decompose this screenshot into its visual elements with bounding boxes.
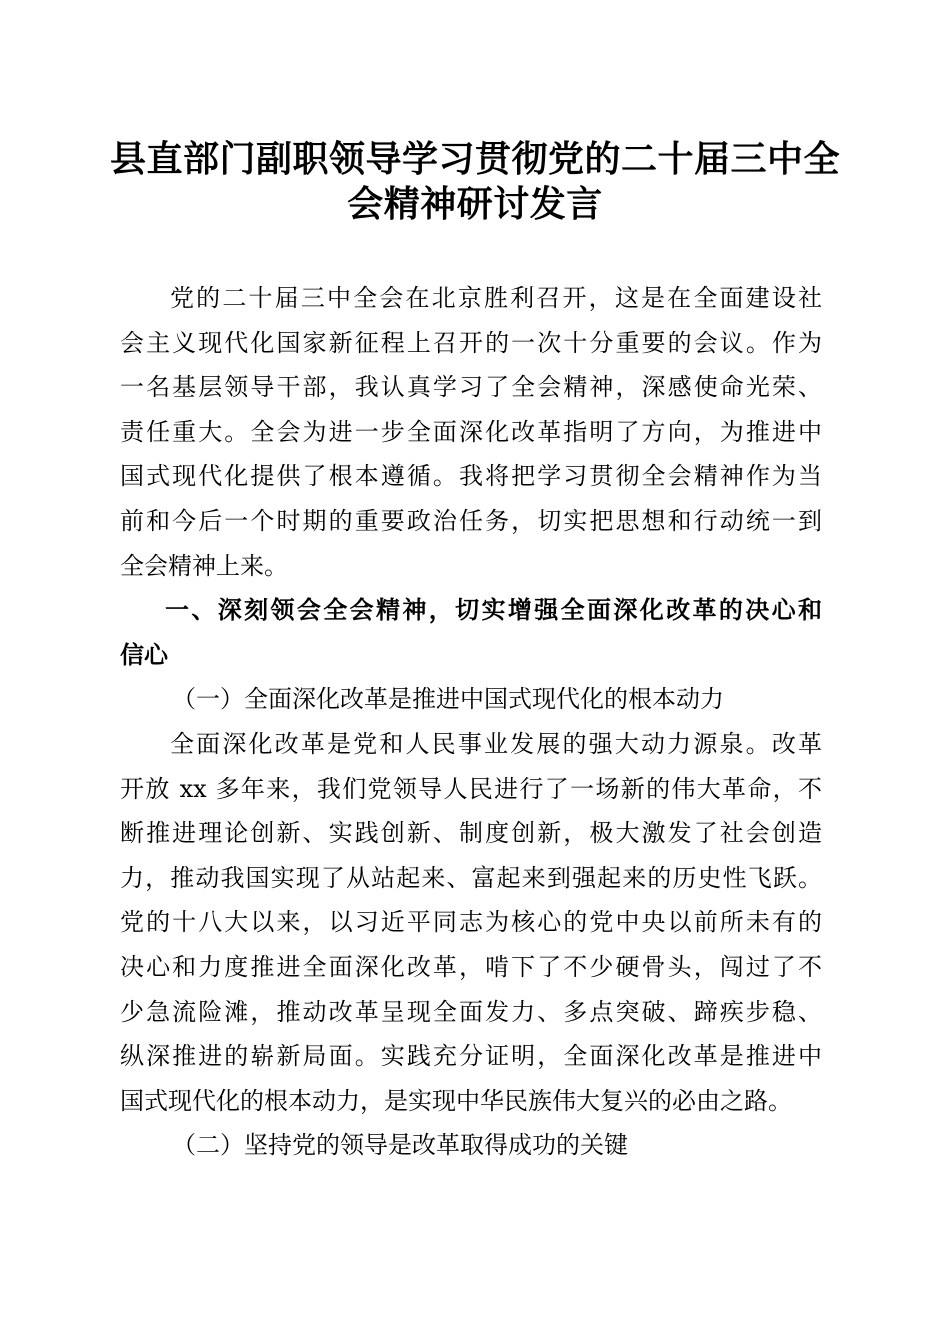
text-line: 一、深刻领会全会精神，切实增强全面深化改革的决心和	[165, 596, 822, 625]
paragraph	[120, 722, 822, 1123]
text-line: 党的十八大以来，以习近平同志为核心的党中央以前所未有的	[120, 908, 822, 937]
text-line: 会主义现代化国家新征程上召开的一次十分重要的会议。作为	[120, 328, 822, 357]
text-line: 全面深化改革是党和人民事业发展的强大动力源泉。改革	[170, 729, 822, 758]
text-line: （一）全面深化改革是推进中国式现代化的根本动力	[172, 685, 724, 714]
text-line: 全会精神上来。	[120, 551, 288, 580]
text-line: 责任重大。全会为进一步全面深化改革指明了方向，为推进中	[120, 417, 822, 446]
subsection-heading	[120, 677, 822, 722]
text-line: 开放 xx 多年来，我们党领导人民进行了一场新的伟大革命，不	[120, 774, 822, 803]
text-line: 决心和力度推进全面深化改革，啃下了不少硬骨头，闯过了不	[120, 952, 822, 981]
text-line: 信心	[120, 640, 168, 669]
title-line: 会精神研讨发言	[347, 183, 603, 225]
text-line: 纵深推进的崭新局面。实践充分证明，全面深化改革是推进中	[120, 1042, 822, 1071]
text-line: （二）坚持党的领导是改革取得成功的关键	[172, 1131, 628, 1160]
text-line: 一名基层领导干部，我认真学习了全会精神，深感使命光荣、	[120, 373, 822, 402]
text-line: 断推进理论创新、实践创新、制度创新，极大激发了社会创造	[120, 819, 822, 848]
section-heading	[120, 588, 822, 677]
text-line: 国式现代化的根本动力，是实现中华民族伟大复兴的必由之路。	[120, 1086, 792, 1115]
text-line: 党的二十届三中全会在北京胜利召开，这是在全面建设社	[170, 284, 822, 312]
title-line: 县直部门副职领导学习贯彻党的二十届三中全	[109, 138, 840, 180]
document-title	[100, 137, 850, 227]
text-line: 力，推动我国实现了从站起来、富起来到强起来的历史性飞跃。	[120, 863, 822, 892]
paragraph	[120, 276, 822, 588]
text-line: 前和今后一个时期的重要政治任务，切实把思想和行动统一到	[120, 506, 822, 535]
document-body	[120, 276, 822, 1168]
subsection-heading	[120, 1123, 822, 1168]
text-line: 国式现代化提供了根本遵循。我将把学习贯彻全会精神作为当	[120, 462, 822, 491]
text-line: 少急流险滩，推动改革呈现全面发力、多点突破、蹄疾步稳、	[120, 997, 822, 1026]
